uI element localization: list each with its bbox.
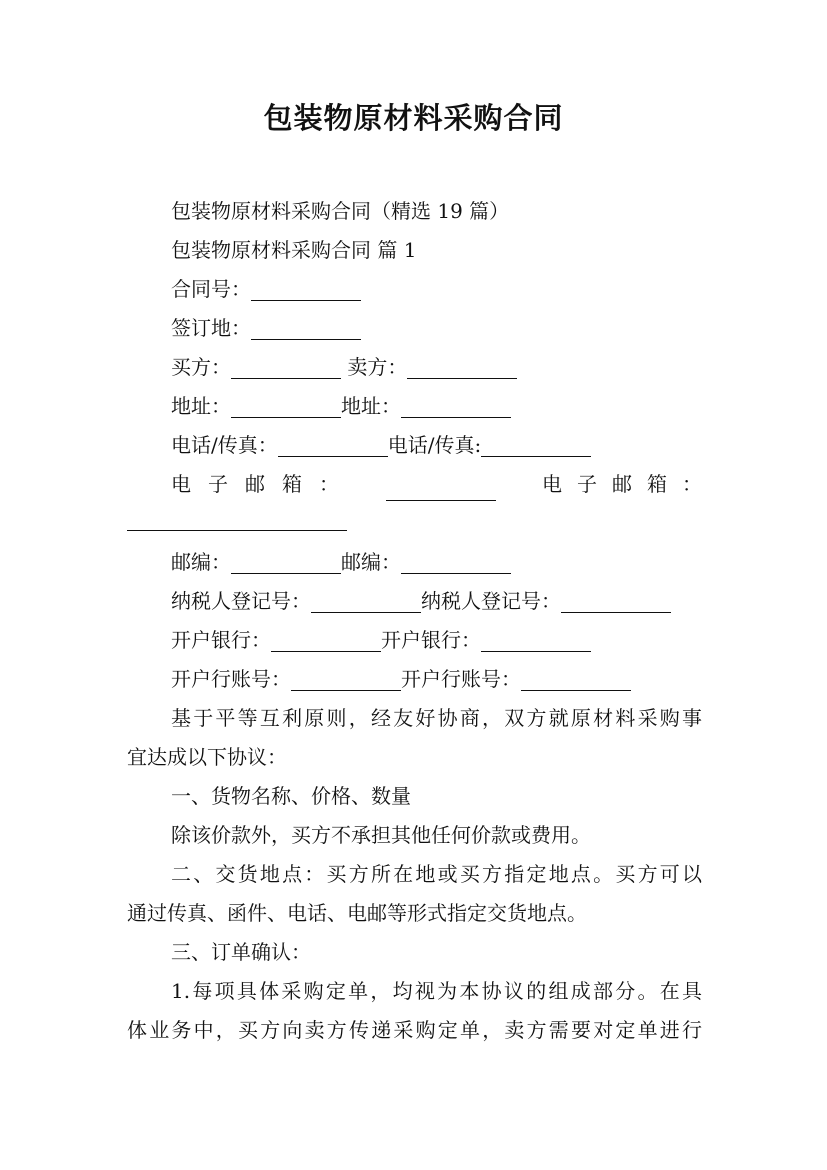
seller-phone-fax-blank (481, 430, 591, 457)
sign-place-line (127, 309, 702, 348)
buyer-account-blank (291, 664, 401, 691)
buyer-address-label: 地址： (171, 394, 231, 418)
seller-taxpayer-label: 纳税人登记号： (421, 589, 561, 613)
section-heading-1: 一、货物名称、价格、数量 (171, 784, 411, 808)
account-line (127, 660, 702, 699)
postcode-line (127, 543, 702, 582)
bank-line (127, 621, 702, 660)
buyer-email-label: 电 子 邮 箱 ： (171, 472, 339, 496)
contract-no-blank (251, 274, 361, 301)
seller-email-blank (127, 504, 347, 531)
buyer-phone-fax-blank (278, 430, 388, 457)
buyer-email-blank (386, 474, 496, 501)
paragraph-line: 宜达成以下协议： (127, 745, 287, 769)
address-line (127, 387, 702, 426)
buyer-account-label: 开户行账号： (171, 667, 291, 691)
buyer-taxpayer-label: 纳税人登记号： (171, 589, 311, 613)
email-continuation-line (127, 504, 702, 543)
seller-address-blank (401, 391, 511, 418)
buyer-taxpayer-blank (311, 586, 421, 613)
buyer-bank-blank (271, 625, 381, 652)
email-line (127, 465, 702, 504)
phone-fax-line (127, 426, 702, 465)
buyer-label: 买方： (171, 355, 231, 379)
seller-address-label: 地址： (341, 394, 401, 418)
seller-phone-fax-label: 电话/传真: (387, 433, 482, 457)
seller-postcode-blank (401, 547, 511, 574)
seller-postcode-label: 邮编： (341, 550, 401, 574)
contract-no-label: 合同号： (171, 277, 251, 301)
seller-email-label: 电 子 邮 箱 ： (542, 472, 702, 496)
paragraph-line: 除该价款外，买方不承担其他任何价款或费用。 (171, 823, 591, 847)
buyer-address-blank (231, 391, 341, 418)
seller-blank (407, 352, 517, 379)
paragraph-line: 1.每项具体采购定单，均视为本协议的组成部分。在具 (171, 979, 702, 1003)
seller-account-blank (521, 664, 631, 691)
document-title: 包装物原材料采购合同 (263, 101, 564, 135)
document-body (127, 192, 702, 1050)
buyer-postcode-label: 邮编： (171, 550, 231, 574)
seller-label: 卖方： (347, 355, 408, 379)
subtitle-line: 包装物原材料采购合同（精选 19 篇） (171, 199, 510, 223)
paragraph-line: 基于平等互利原则，经友好协商，双方就原材料采购事 (171, 706, 702, 730)
contract-no-line (127, 270, 702, 309)
paragraph-line: 通过传真、函件、电话、电邮等形式指定交货地点。 (127, 901, 587, 925)
taxpayer-line (127, 582, 702, 621)
buyer-phone-fax-label: 电话/传真： (171, 433, 278, 457)
seller-bank-blank (481, 625, 591, 652)
buyer-blank (231, 352, 341, 379)
sign-place-blank (251, 313, 361, 340)
seller-taxpayer-blank (561, 586, 671, 613)
seller-bank-label: 开户银行： (381, 628, 481, 652)
buyer-bank-label: 开户银行： (171, 628, 271, 652)
seller-account-label: 开户行账号： (401, 667, 521, 691)
sign-place-label: 签订地： (171, 316, 251, 340)
section-heading-2: 二、交货地点：买方所在地或买方指定地点。买方可以 (171, 862, 702, 886)
paragraph-line: 体业务中，买方向卖方传递采购定单，卖方需要对定单进行 (127, 1018, 702, 1042)
chapter-heading: 包装物原材料采购合同 篇 1 (171, 238, 417, 262)
buyer-postcode-blank (231, 547, 341, 574)
buyer-seller-line (127, 348, 702, 387)
section-heading-3: 三、订单确认： (171, 940, 311, 964)
